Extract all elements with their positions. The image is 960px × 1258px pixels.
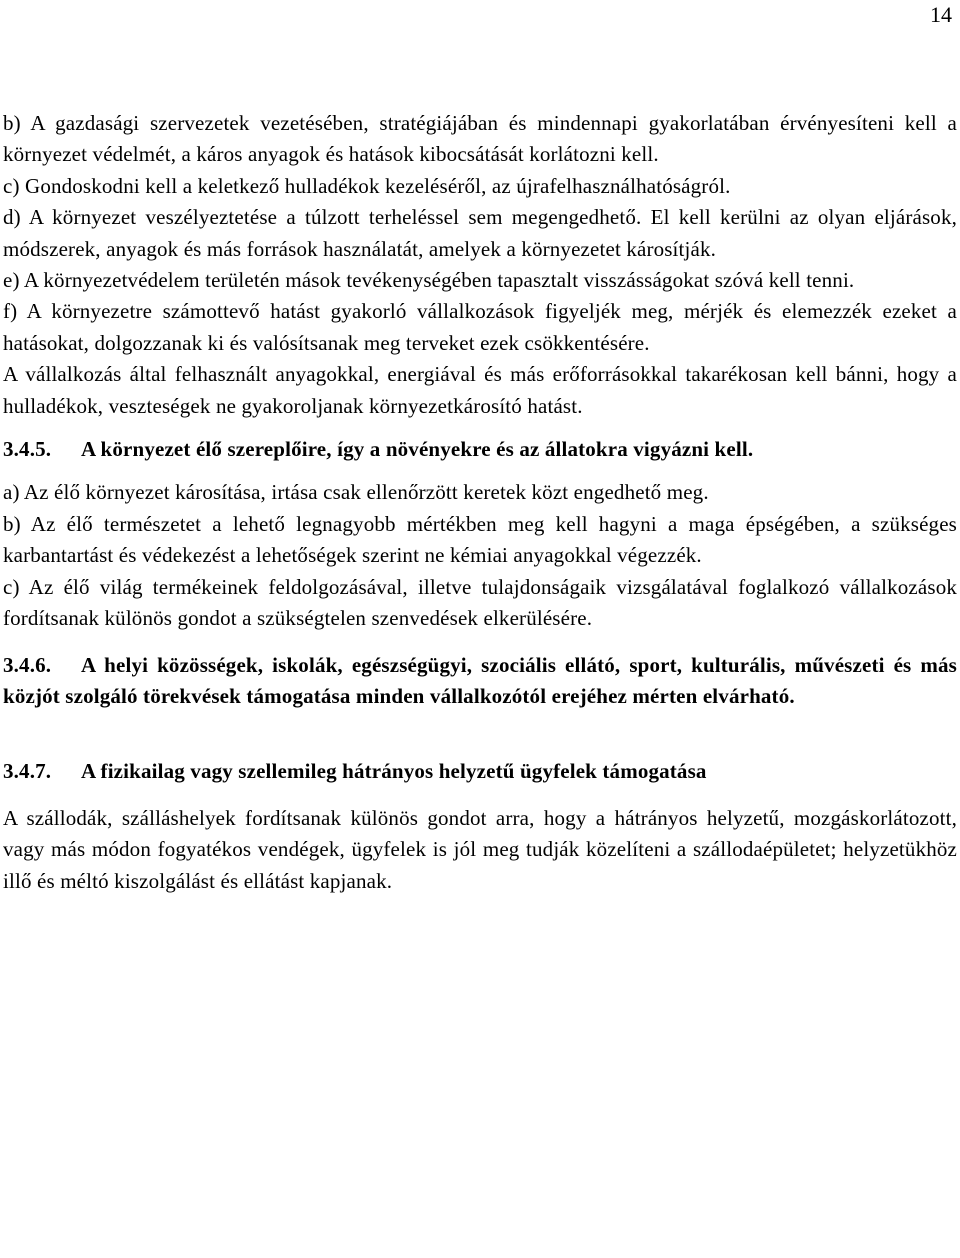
paragraph-b-management: b) A gazdasági szervezetek vezetésében, stratégiájában és mindennapi gyakorlatában érvényesíteni kell a környezet védelmét, a káros anyagok és hatások kibocsátását korlátozni kell. — [3, 111, 957, 167]
paragraph-resources: A vállalkozás által felhasznált anyagokkal, energiával és más erőforrásokkal takarékosan kell bánni, hogy a hulladékok, veszteségek ne gyakoroljanak környezetkárosító hatást. — [3, 362, 957, 418]
section-heading-3-4-6 — [3, 650, 957, 713]
page-number: 14 — [930, 2, 952, 27]
paragraph-c-waste: c) Gondoskodni kell a keletkező hulladékok kezeléséről, az újrafelhasználhatóságról. — [3, 173, 731, 198]
paragraph-c-products: c) Az élő világ termékeinek feldolgozásával, illetve tulajdonságaik vizsgálatával foglalkozó vállalkozások fordítsanak különös gondot a szükségtelen szenvedések elkerülésére. — [3, 574, 957, 631]
paragraph-d-load: d) A környezet veszélyeztetése a túlzott terheléssel sem megengedhető. El kell kerülni az olyan eljárások, módszerek, anyagok és más források használatát, amelyek a környezetet károsítják. — [3, 205, 957, 261]
section-number: 3.4.5. — [3, 437, 52, 462]
section-title: A fizikailag vagy szellemileg hátrányos helyzetű ügyfelek támogatása — [81, 759, 707, 784]
paragraph-hotels: A szállodák, szálláshelyek fordítsanak különös gondot arra, hogy a hátrányos helyzetű, mozgáskorlátozott, vagy más módon fogyatékos vendégek, ügyfelek is jól meg tudják közelíteni a szállodaépületet; helyzetükhöz illő és méltó kiszolgálást és ellátást kapjanak. — [3, 805, 957, 893]
section-title: A környezet élő szereplőire, így a növényekre és az állatokra vigyázni kell. — [81, 437, 754, 462]
section-number: 3.4.6. — [3, 652, 52, 677]
paragraph-f-monitor: f) A környezetre számottevő hatást gyakorló vállalkozások figyeljék meg, mérjék és elemezzék ezeket a hatásokat, dolgozzanak ki és valósítsanak meg terveket ezek csökkentésére. — [3, 299, 957, 355]
section-heading-3-4-7 — [3, 756, 957, 787]
paragraph-e-report: e) A környezetvédelem területén mások tevékenységében tapasztalt visszásságokat szóvá kell tenni. — [3, 268, 855, 293]
document-body — [3, 108, 957, 897]
paragraph-a-living: a) Az élő környezet károsítása, irtása csak ellenőrzött keretek közt engedhető meg. — [3, 480, 709, 505]
paragraph-b-nature: b) Az élő természetet a lehető legnagyobb mértékben meg kell hagyni a maga épségében, a szükséges karbantartást és védekezést a lehetőségek szerint ne kémiai anyagokkal végezzék. — [3, 511, 957, 568]
section-number: 3.4.7. — [3, 759, 52, 784]
section-heading-3-4-5 — [3, 434, 957, 465]
section-title: A helyi közösségek, iskolák, egészségügyi, szociális ellátó, sport, kulturális, művészeti és más közjót szolgáló törekvések támogatása minden vállalkozótól erejéhez mérten elvárható. — [3, 652, 957, 708]
